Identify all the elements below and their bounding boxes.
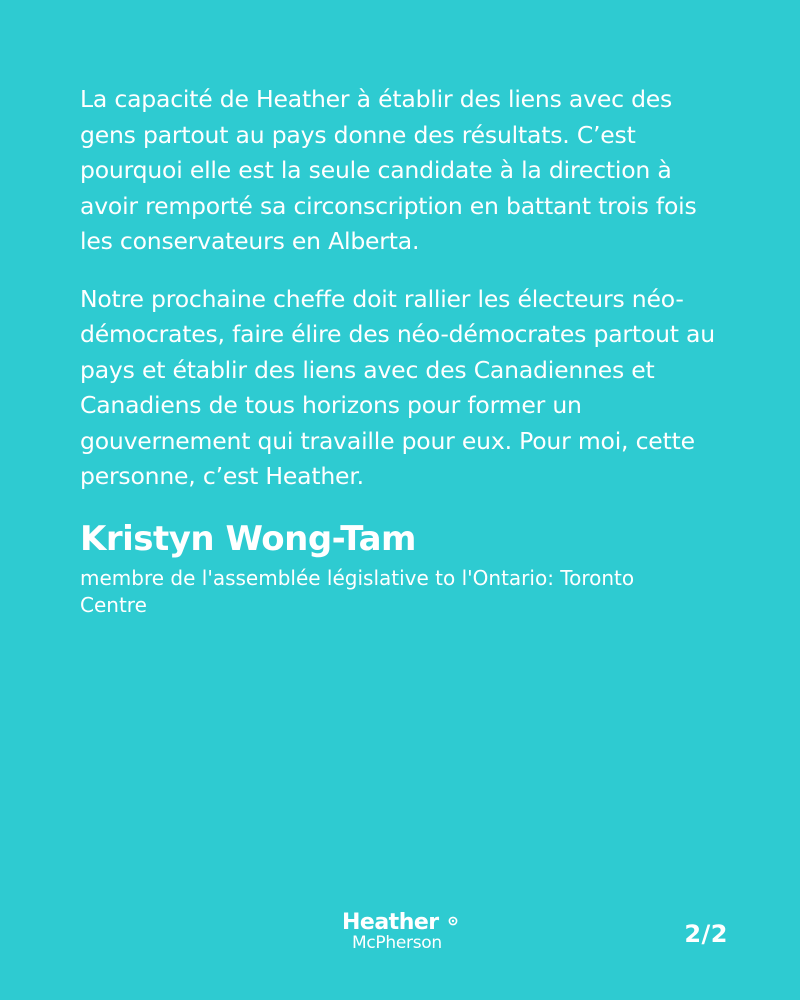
page-indicator: 2/2 [684,920,728,948]
logo-line-1: Heather [342,910,439,935]
quote-paragraph-2: Notre prochaine cheffe doit rallier les électeurs néo-démocrates, faire élire des néo-démocrates partout au pays et établir des liens avec des Canadiennes et Canadiens de tous horizons pour former un gouvernement qui travaille pour eux. Pour moi, cette personne, c’est Heather. [80,284,715,490]
logo-circle-icon [448,916,458,926]
quote-block [80,82,730,619]
author-role: membre de l'assemblée législative to l'Ontario: Toronto Centre [80,565,635,617]
heather-mcpherson-logo [342,912,462,962]
author-name: Kristyn Wong-Tam [80,518,416,559]
logo-line-2: McPherson [352,933,442,953]
quote-paragraph-1: La capacité de Heather à établir des liens avec des gens partout au pays donne des résultats. C’est pourquoi elle est la seule candidate à la direction à avoir remporté sa circonscription en battant trois fois les conservateurs en Alberta. [80,85,697,255]
